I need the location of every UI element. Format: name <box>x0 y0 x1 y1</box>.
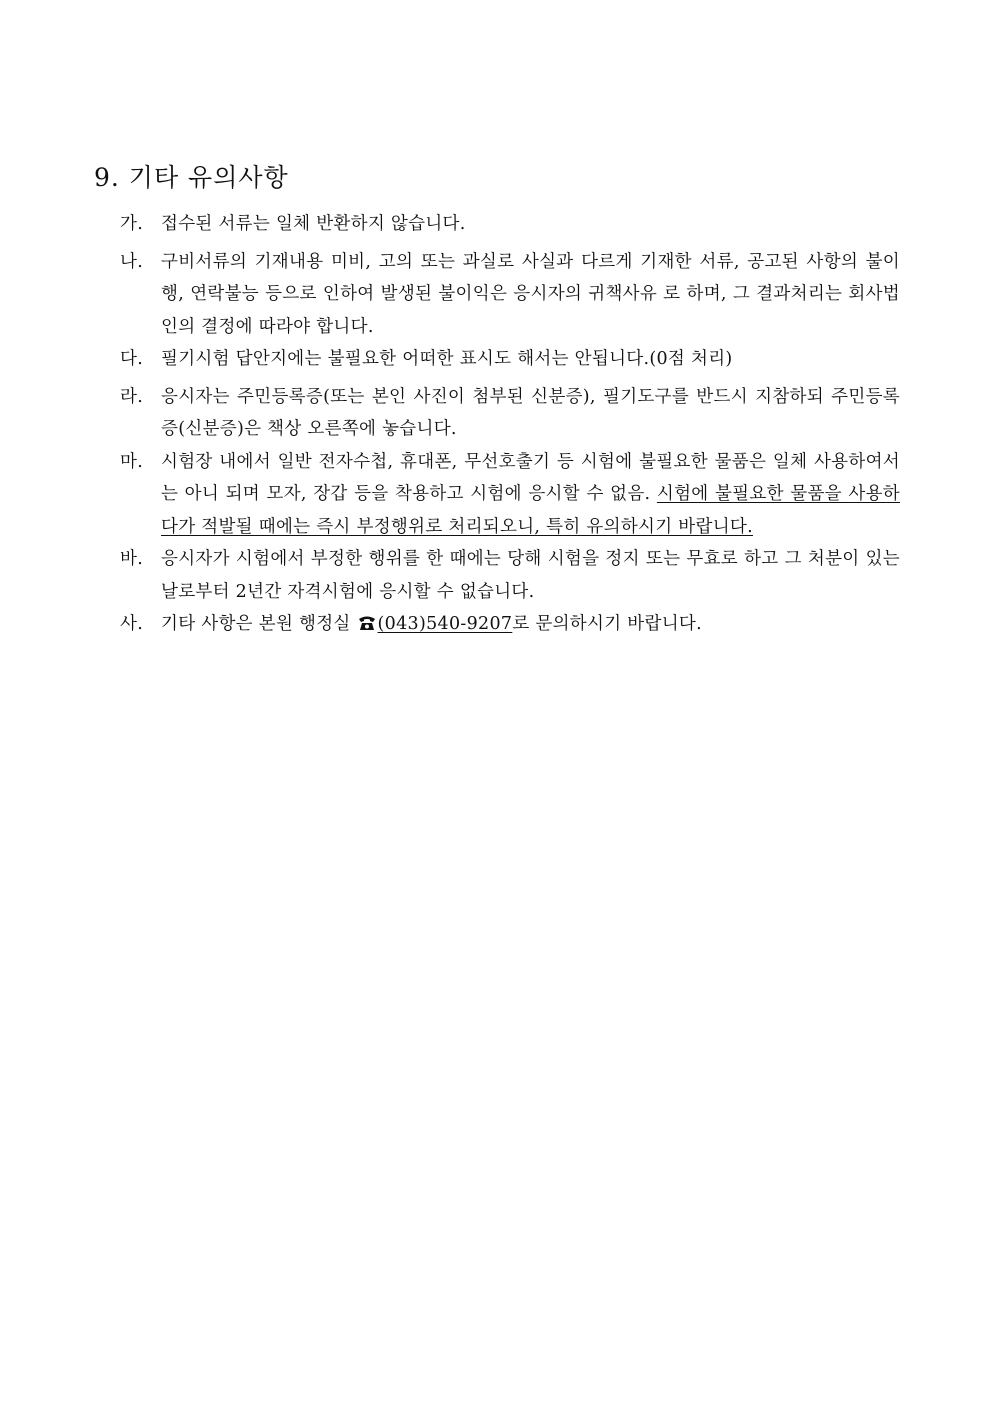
item-text: 응시자는 주민등록증(또는 본인 사진이 첨부된 신분증), 필기도구를 반드시 지참하되 주민등록증(신분증)은 책상 오른쪽에 놓습니다. <box>161 386 900 439</box>
item-text: 접수된 서류는 일체 반환하지 않습니다. <box>161 214 466 234</box>
item-text: 응시자가 시험에서 부정한 행위를 한 때에는 당해 시험을 정지 또는 무효로 하고 그 처분이 있는 날로부터 2년간 자격시험에 응시할 수 없습니다. <box>161 549 900 602</box>
item-marker: 마. <box>120 451 144 472</box>
item-marker: 사. <box>120 614 144 634</box>
item-marker: 다. <box>120 349 144 369</box>
item-text-wrapper <box>161 608 900 641</box>
item-text: 구비서류의 기재내용 미비, 고의 또는 과실로 사실과 다르게 기재한 서류, 공고된 사항의 불이행, 연락불능 등으로 인하여 발생된 불이익은 응시자의 귀책사유 로 하며, 그 결과처리는 회사법인의 결정에 따라야 합니다. <box>161 251 900 337</box>
item-text-after: 로 문의하시기 바랍니다. <box>512 614 702 634</box>
notice-item-ga <box>120 208 900 241</box>
notice-item-ba <box>120 543 900 608</box>
notice-item-ra <box>120 381 900 446</box>
item-marker: 가. <box>120 214 144 234</box>
item-marker: 라. <box>120 386 144 407</box>
notice-item-da <box>120 343 900 376</box>
item-warning-underlined: 시험에 불필요한 물품을 사용하다가 적발될 때에는 즉시 부정행위로 처리되오니, 특히 유의하시기 바랍니다. <box>161 484 900 537</box>
telephone-icon <box>357 615 377 631</box>
phone-number: (043)540-9207 <box>377 614 513 634</box>
item-text-wrapper <box>161 446 900 544</box>
item-text: 필기시험 답안지에는 불필요한 어떠한 표시도 해서는 안됩니다.(0점 처리) <box>161 349 733 369</box>
notice-item-na <box>120 246 900 344</box>
notice-item-ma <box>120 446 900 544</box>
section-title: 9. 기타 유의사항 <box>94 163 289 192</box>
notice-list <box>120 208 900 641</box>
phone-contact <box>357 614 513 634</box>
item-text: 시험장 내에서 일반 전자수첩, 휴대폰, 무선호출기 등 시험에 불필요한 물품은 일체 사용하여서는 아니 되며 모자, 장갑 등을 착용하고 시험에 응시할 수 없음. <box>161 451 900 504</box>
item-marker: 나. <box>120 251 144 272</box>
item-text-before: 기타 사항은 본원 행정실 <box>161 614 351 634</box>
item-marker: 바. <box>120 549 144 569</box>
notice-item-sa <box>120 608 900 641</box>
